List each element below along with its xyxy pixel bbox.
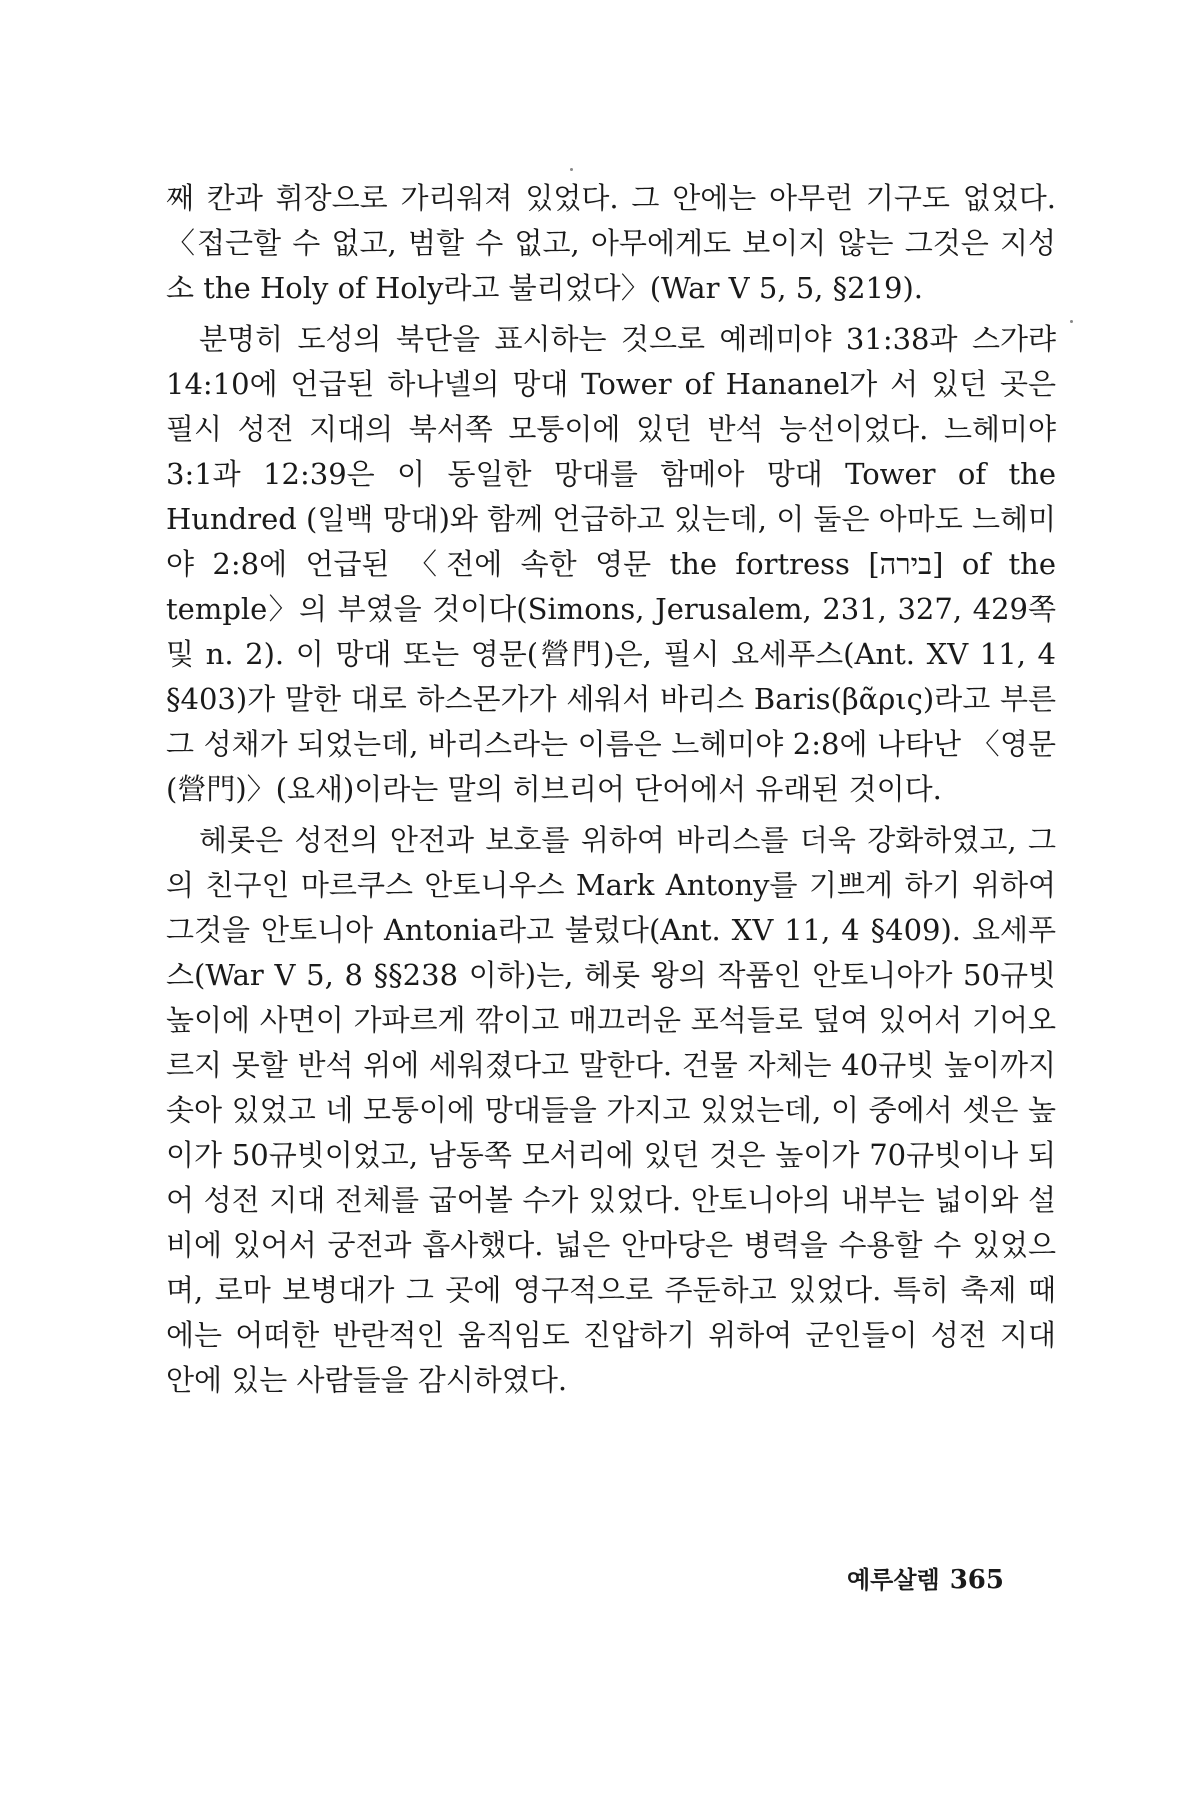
page-number: 365 bbox=[949, 1565, 1004, 1595]
body-text bbox=[166, 176, 1056, 1409]
paragraph-3: 헤롯은 성전의 안전과 보호를 위하여 바리스를 더욱 강화하였고, 그의 친구인 마르쿠스 안토니우스 Mark Antony를 기쁘게 하기 위하여 그것을 안토니아 Antonia라고 불렀다(Ant. XV 11, 4 §409). 요세푸스(War V 5, 8 §§238 이하)는, 헤롯 왕의 작품인 안토니아가 50규빗 높이에 사면이 가파르게 깎이고 매끄러운 포석들로 덮여 있어서 기어오르지 못할 반석 위에 세워졌다고 말한다. 건물 자체는 40규빗 높이까지 솟아 있었고 네 모퉁이에 망대들을 가지고 있었는데, 이 중에서 셋은 높이가 50규빗이었고, 남동쪽 모서리에 있던 것은 높이가 70규빗이나 되어 성전 지대 전체를 굽어볼 수가 있었다. 안토니아의 내부는 넓이와 설비에 있어서 궁전과 흡사했다. 넓은 안마당은 병력을 수용할 수 있었으며, 로마 보병대가 그 곳에 영구적으로 주둔하고 있었다. 특히 축제 때에는 어떠한 반란적인 움직임도 진압하기 위하여 군인들이 성전 지대 안에 있는 사람들을 감시하였다. bbox=[166, 823, 1056, 1397]
paragraph-2: 분명히 도성의 북단을 표시하는 것으로 예레미야 31:38과 스가랴 14:10에 언급된 하나넬의 망대 Tower of Hananel가 서 있던 곳은 필시 성전 지대의 북서쪽 모퉁이에 있던 반석 능선이었다. 느헤미야 3:1과 12:39은 이 동일한 망대를 함메아 망대 Tower of the Hundred (일백 망대)와 함께 언급하고 있는데, 이 둘은 아마도 느헤미야 2:8에 언급된 〈전에 속한 영문 the fortress [בירה] of the temple〉의 부였을 것이다(Simons, Jerusalem, 231, 327, 429쪽 및 n. 2). 이 망대 또는 영문(營門)은, 필시 요세푸스(Ant. XV 11, 4 §403)가 말한 대로 하스몬가가 세워서 바리스 Baris(βᾶρις)라고 부른 그 성채가 되었는데, 바리스라는 이름은 느헤미야 2:8에 나타난 〈영문(營門)〉(요새)이라는 말의 히브리어 단어에서 유래된 것이다. bbox=[166, 322, 1057, 806]
paragraph-1: 째 칸과 휘장으로 가리워져 있었다. 그 안에는 아무런 기구도 없었다. 〈접근할 수 없고, 범할 수 없고, 아무에게도 보이지 않는 그것은 지성소 the Holy of Holy라고 불리었다〉(War V 5, 5, §219). bbox=[166, 181, 1056, 305]
scan-speck bbox=[570, 168, 573, 171]
scan-speck bbox=[1070, 320, 1073, 323]
page-footer bbox=[847, 1560, 1004, 1595]
running-title: 예루살렘 bbox=[846, 1566, 940, 1594]
